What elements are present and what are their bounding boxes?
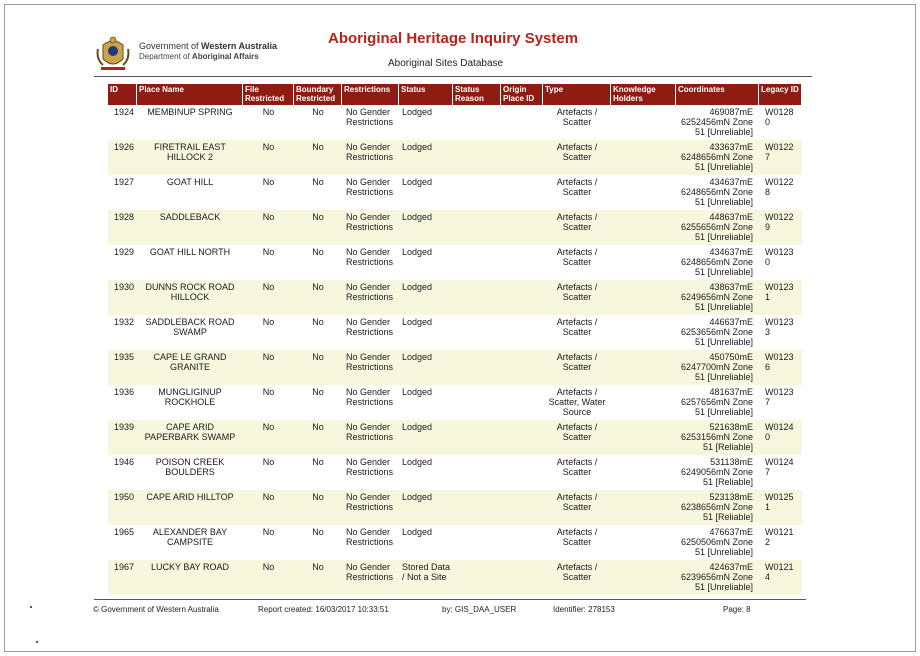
cell-id: 1965: [108, 525, 137, 560]
footer-identifier: Identifier: 278153: [553, 605, 615, 614]
cell-status: Lodged: [399, 105, 453, 140]
cell-coordinates: 433637mE 6248656mN Zone 51 [Unreliable]: [676, 140, 759, 175]
cell-file-restricted: No: [243, 245, 294, 280]
cell-status-reason: [453, 280, 501, 315]
cell-type: Artefacts / Scatter: [543, 210, 611, 245]
cell-origin-place-id: [501, 175, 543, 210]
header-divider: [94, 76, 812, 77]
column-header: Type: [543, 84, 611, 105]
cell-coordinates: 434637mE 6248656mN Zone 51 [Unreliable]: [676, 175, 759, 210]
table-row: [108, 350, 802, 385]
table-row: [108, 315, 802, 350]
cell-status: Lodged: [399, 210, 453, 245]
cell-legacy-id: W0123 1: [759, 280, 802, 315]
column-header: Status Reason: [453, 84, 501, 105]
cell-status-reason: [453, 385, 501, 420]
cell-type: Artefacts / Scatter: [543, 140, 611, 175]
cell-boundary-restricted: No: [294, 525, 342, 560]
cell-status: Lodged: [399, 490, 453, 525]
page-border-top: [4, 4, 916, 5]
cell-restrictions: No Gender Restrictions: [342, 455, 399, 490]
cell-place-name: GOAT HILL: [137, 175, 243, 210]
cell-status: Lodged: [399, 140, 453, 175]
cell-restrictions: No Gender Restrictions: [342, 560, 399, 595]
cell-restrictions: No Gender Restrictions: [342, 210, 399, 245]
cell-file-restricted: No: [243, 140, 294, 175]
cell-id: 1928: [108, 210, 137, 245]
cell-origin-place-id: [501, 350, 543, 385]
table-header-row: [108, 84, 802, 105]
cell-restrictions: No Gender Restrictions: [342, 280, 399, 315]
cell-place-name: MUNGLIGINUP ROCKHOLE: [137, 385, 243, 420]
cell-status-reason: [453, 490, 501, 525]
cell-place-name: FIRETRAIL EAST HILLOCK 2: [137, 140, 243, 175]
cell-origin-place-id: [501, 560, 543, 595]
cell-legacy-id: W0123 3: [759, 315, 802, 350]
cell-origin-place-id: [501, 105, 543, 140]
cell-status-reason: [453, 455, 501, 490]
cell-id: 1927: [108, 175, 137, 210]
cell-legacy-id: W0121 4: [759, 560, 802, 595]
footer-copyright: © Government of Western Australia: [93, 605, 219, 614]
column-header: Place Name: [137, 84, 243, 105]
cell-coordinates: 531138mE 6249056mN Zone 51 [Reliable]: [676, 455, 759, 490]
department-name: Department of Aboriginal Affairs: [139, 52, 259, 61]
cell-id: 1935: [108, 350, 137, 385]
cell-place-name: GOAT HILL NORTH: [137, 245, 243, 280]
cell-boundary-restricted: No: [294, 175, 342, 210]
cell-id: 1926: [108, 140, 137, 175]
cell-type: Artefacts / Scatter, Water Source: [543, 385, 611, 420]
cell-knowledge-holders: [611, 105, 676, 140]
cell-type: Artefacts / Scatter: [543, 280, 611, 315]
cell-knowledge-holders: [611, 280, 676, 315]
table-row: [108, 210, 802, 245]
report-subtitle: Aboriginal Sites Database: [388, 58, 504, 69]
cell-status-reason: [453, 245, 501, 280]
column-header: File Restricted: [243, 84, 294, 105]
cell-status: Lodged: [399, 280, 453, 315]
scan-speck: [36, 641, 38, 643]
cell-legacy-id: W0121 2: [759, 525, 802, 560]
cell-origin-place-id: [501, 420, 543, 455]
cell-knowledge-holders: [611, 350, 676, 385]
cell-knowledge-holders: [611, 455, 676, 490]
cell-knowledge-holders: [611, 420, 676, 455]
page-border-right: [915, 4, 916, 652]
cell-file-restricted: No: [243, 175, 294, 210]
page-border-left: [4, 4, 5, 652]
cell-origin-place-id: [501, 385, 543, 420]
cell-coordinates: 446637mE 6253656mN Zone 51 [Unreliable]: [676, 315, 759, 350]
cell-boundary-restricted: No: [294, 280, 342, 315]
cell-boundary-restricted: No: [294, 245, 342, 280]
column-header: Knowledge Holders: [611, 84, 676, 105]
cell-status: Lodged: [399, 385, 453, 420]
cell-origin-place-id: [501, 455, 543, 490]
cell-status-reason: [453, 175, 501, 210]
cell-boundary-restricted: No: [294, 560, 342, 595]
cell-place-name: SADDLEBACK ROAD SWAMP: [137, 315, 243, 350]
cell-type: Artefacts / Scatter: [543, 490, 611, 525]
column-header: Boundary Restricted: [294, 84, 342, 105]
cell-id: 1932: [108, 315, 137, 350]
cell-place-name: CAPE LE GRAND GRANITE: [137, 350, 243, 385]
cell-restrictions: No Gender Restrictions: [342, 350, 399, 385]
cell-type: Artefacts / Scatter: [543, 315, 611, 350]
table-row: [108, 140, 802, 175]
column-header: Origin Place ID: [501, 84, 543, 105]
cell-file-restricted: No: [243, 385, 294, 420]
government-name: Government of Western Australia: [139, 41, 278, 51]
cell-type: Artefacts / Scatter: [543, 105, 611, 140]
cell-file-restricted: No: [243, 315, 294, 350]
cell-boundary-restricted: No: [294, 105, 342, 140]
cell-type: Artefacts / Scatter: [543, 175, 611, 210]
cell-status: Lodged: [399, 315, 453, 350]
cell-place-name: CAPE ARID PAPERBARK SWAMP: [137, 420, 243, 455]
table-row: [108, 280, 802, 315]
column-header: Legacy ID: [759, 84, 802, 105]
cell-id: 1936: [108, 385, 137, 420]
cell-place-name: POISON CREEK BOULDERS: [137, 455, 243, 490]
cell-legacy-id: W0124 7: [759, 455, 802, 490]
cell-id: 1967: [108, 560, 137, 595]
table-row: [108, 420, 802, 455]
column-header: Restrictions: [342, 84, 399, 105]
cell-restrictions: No Gender Restrictions: [342, 490, 399, 525]
footer-user: by: GIS_DAA_USER: [442, 605, 517, 614]
cell-origin-place-id: [501, 525, 543, 560]
cell-type: Artefacts / Scatter: [543, 350, 611, 385]
cell-place-name: ALEXANDER BAY CAMPSITE: [137, 525, 243, 560]
cell-status: Lodged: [399, 245, 453, 280]
cell-legacy-id: W0123 0: [759, 245, 802, 280]
table-row: [108, 175, 802, 210]
cell-file-restricted: No: [243, 490, 294, 525]
cell-coordinates: 438637mE 6249656mN Zone 51 [Unreliable]: [676, 280, 759, 315]
cell-status: Lodged: [399, 420, 453, 455]
cell-origin-place-id: [501, 140, 543, 175]
cell-boundary-restricted: No: [294, 455, 342, 490]
cell-status-reason: [453, 210, 501, 245]
cell-place-name: CAPE ARID HILLTOP: [137, 490, 243, 525]
cell-coordinates: 448637mE 6255656mN Zone 51 [Unreliable]: [676, 210, 759, 245]
cell-legacy-id: W0123 7: [759, 385, 802, 420]
cell-boundary-restricted: No: [294, 210, 342, 245]
cell-boundary-restricted: No: [294, 140, 342, 175]
cell-place-name: LUCKY BAY ROAD: [137, 560, 243, 595]
scan-speck: [30, 606, 32, 608]
cell-type: Artefacts / Scatter: [543, 455, 611, 490]
cell-id: 1946: [108, 455, 137, 490]
column-header: Status: [399, 84, 453, 105]
column-header: ID: [108, 84, 137, 105]
cell-boundary-restricted: No: [294, 385, 342, 420]
cell-status: Lodged: [399, 350, 453, 385]
cell-boundary-restricted: No: [294, 420, 342, 455]
cell-boundary-restricted: No: [294, 350, 342, 385]
cell-id: 1930: [108, 280, 137, 315]
cell-restrictions: No Gender Restrictions: [342, 385, 399, 420]
cell-status-reason: [453, 105, 501, 140]
page-border-bottom: [4, 651, 916, 652]
cell-restrictions: No Gender Restrictions: [342, 420, 399, 455]
cell-boundary-restricted: No: [294, 315, 342, 350]
government-crest-icon: [95, 35, 131, 73]
cell-file-restricted: No: [243, 560, 294, 595]
cell-file-restricted: No: [243, 455, 294, 490]
cell-id: 1924: [108, 105, 137, 140]
cell-origin-place-id: [501, 210, 543, 245]
cell-file-restricted: No: [243, 280, 294, 315]
cell-knowledge-holders: [611, 210, 676, 245]
cell-restrictions: No Gender Restrictions: [342, 315, 399, 350]
cell-coordinates: 424637mE 6239656mN Zone 51 [Unreliable]: [676, 560, 759, 595]
cell-knowledge-holders: [611, 315, 676, 350]
cell-restrictions: No Gender Restrictions: [342, 175, 399, 210]
cell-origin-place-id: [501, 315, 543, 350]
cell-status-reason: [453, 420, 501, 455]
cell-file-restricted: No: [243, 350, 294, 385]
cell-restrictions: No Gender Restrictions: [342, 140, 399, 175]
cell-type: Artefacts / Scatter: [543, 420, 611, 455]
cell-id: 1950: [108, 490, 137, 525]
cell-type: Artefacts / Scatter: [543, 560, 611, 595]
cell-status-reason: [453, 525, 501, 560]
cell-legacy-id: W0122 7: [759, 140, 802, 175]
footer-page-number: Page: 8: [723, 605, 751, 614]
cell-origin-place-id: [501, 490, 543, 525]
column-header: Coordinates: [676, 84, 759, 105]
footer-divider: [94, 599, 806, 600]
footer-report-created: Report created: 16/03/2017 10:33:51: [258, 605, 389, 614]
cell-status-reason: [453, 315, 501, 350]
cell-restrictions: No Gender Restrictions: [342, 245, 399, 280]
cell-status: Stored Data / Not a Site: [399, 560, 453, 595]
cell-coordinates: 469087mE 6252456mN Zone 51 [Unreliable]: [676, 105, 759, 140]
cell-legacy-id: W0125 1: [759, 490, 802, 525]
cell-file-restricted: No: [243, 420, 294, 455]
cell-knowledge-holders: [611, 560, 676, 595]
cell-coordinates: 434637mE 6248656mN Zone 51 [Unreliable]: [676, 245, 759, 280]
table-row: [108, 490, 802, 525]
cell-knowledge-holders: [611, 525, 676, 560]
sites-table: [108, 84, 802, 595]
cell-coordinates: 476637mE 6250506mN Zone 51 [Unreliable]: [676, 525, 759, 560]
cell-type: Artefacts / Scatter: [543, 245, 611, 280]
cell-status-reason: [453, 140, 501, 175]
cell-file-restricted: No: [243, 105, 294, 140]
cell-status: Lodged: [399, 175, 453, 210]
report-title: Aboriginal Heritage Inquiry System: [328, 30, 579, 47]
cell-status-reason: [453, 350, 501, 385]
cell-type: Artefacts / Scatter: [543, 525, 611, 560]
cell-coordinates: 450750mE 6247700mN Zone 51 [Unreliable]: [676, 350, 759, 385]
cell-knowledge-holders: [611, 245, 676, 280]
cell-knowledge-holders: [611, 175, 676, 210]
cell-restrictions: No Gender Restrictions: [342, 525, 399, 560]
table-row: [108, 560, 802, 595]
cell-knowledge-holders: [611, 140, 676, 175]
cell-id: 1939: [108, 420, 137, 455]
cell-place-name: SADDLEBACK: [137, 210, 243, 245]
cell-legacy-id: W0122 9: [759, 210, 802, 245]
cell-status: Lodged: [399, 525, 453, 560]
cell-boundary-restricted: No: [294, 490, 342, 525]
cell-restrictions: No Gender Restrictions: [342, 105, 399, 140]
cell-legacy-id: W0122 8: [759, 175, 802, 210]
cell-status: Lodged: [399, 455, 453, 490]
cell-coordinates: 521638mE 6253156mN Zone 51 [Reliable]: [676, 420, 759, 455]
cell-origin-place-id: [501, 245, 543, 280]
cell-coordinates: 481637mE 6257656mN Zone 51 [Unreliable]: [676, 385, 759, 420]
cell-coordinates: 523138mE 6238656mN Zone 51 [Reliable]: [676, 490, 759, 525]
cell-knowledge-holders: [611, 490, 676, 525]
cell-file-restricted: No: [243, 210, 294, 245]
table-row: [108, 105, 802, 140]
cell-legacy-id: W0124 0: [759, 420, 802, 455]
cell-legacy-id: W0128 0: [759, 105, 802, 140]
cell-place-name: MEMBINUP SPRING: [137, 105, 243, 140]
cell-place-name: DUNNS ROCK ROAD HILLOCK: [137, 280, 243, 315]
table-row: [108, 455, 802, 490]
table-row: [108, 525, 802, 560]
cell-origin-place-id: [501, 280, 543, 315]
cell-knowledge-holders: [611, 385, 676, 420]
table-row: [108, 245, 802, 280]
cell-legacy-id: W0123 6: [759, 350, 802, 385]
cell-file-restricted: No: [243, 525, 294, 560]
table-row: [108, 385, 802, 420]
cell-status-reason: [453, 560, 501, 595]
cell-id: 1929: [108, 245, 137, 280]
